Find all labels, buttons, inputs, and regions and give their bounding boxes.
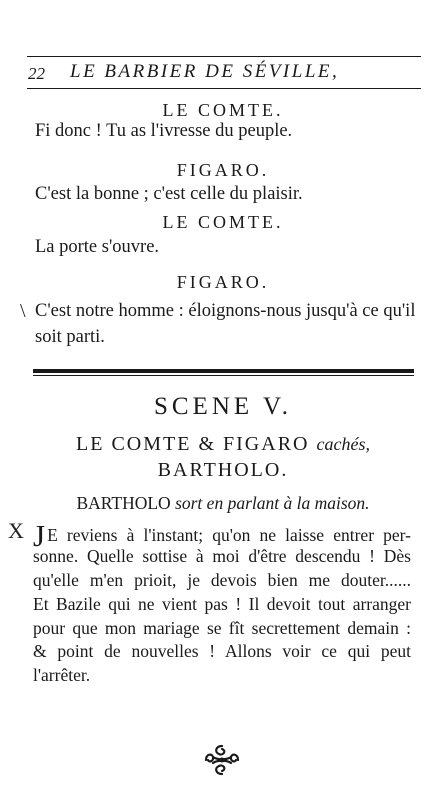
section-double-rule <box>33 369 414 376</box>
speech-line-text: E reviens à l'instant; qu'on ne laisse entrer per- <box>47 525 411 545</box>
speaker-le-comte-2: LE COMTE. <box>162 212 284 232</box>
persons-line-2: BARTHOLO. <box>157 459 289 481</box>
running-head <box>28 61 418 89</box>
stage-direction <box>0 493 446 514</box>
speech-line: & point de nouvelles ! Allons voir ce qui peut <box>33 641 411 661</box>
header-rule <box>27 88 421 89</box>
dialogue-line: La porte s'ouvre. <box>35 237 160 257</box>
speech-line: Et Bazile qui ne vient pas ! Il devoit tout arranger <box>33 594 411 614</box>
margin-mark: X <box>8 518 24 543</box>
header-top-rule <box>27 56 421 57</box>
page-number: 22 <box>28 64 45 83</box>
stage-speaker: BARTHOLO <box>76 493 171 513</box>
speech-line: sonne. Quelle sottise à moi d'être descendu ! Dès <box>33 546 411 566</box>
dialogue-line: Fi donc ! Tu as l'ivresse du peuple. <box>35 121 293 141</box>
scene-title: SCENE V. <box>153 393 293 420</box>
speaker-figaro-2: FIGARO. <box>176 272 270 292</box>
speech-line: qu'elle m'en prioit, je devois bien me douter...... <box>33 570 411 590</box>
running-title: LE BARBIER DE SÉVILLE, <box>70 61 340 82</box>
dialogue-line: soit parti. <box>35 327 105 347</box>
drop-cap: J <box>33 518 46 553</box>
dialogue-line: C'est notre homme : éloignons-nous jusqu'à ce qu'il <box>35 301 416 321</box>
speaker-le-comte-1: LE COMTE. <box>162 100 284 120</box>
speaker-figaro-1: FIGARO. <box>176 160 270 180</box>
persons-names: LE COMTE & FIGARO <box>76 433 310 455</box>
speech-line: pour que mon mariage se fît secrettement demain : <box>33 618 411 638</box>
margin-mark: \ <box>20 300 26 322</box>
fleuron-ornament-icon <box>200 742 244 778</box>
stage-direction-text: sort en parlant à la maison. <box>175 493 370 513</box>
persons-line-1 <box>0 433 446 456</box>
persons-hidden: cachés, <box>316 434 370 454</box>
speech-line: l'arrêter. <box>33 665 91 685</box>
dialogue-line: C'est la bonne ; c'est celle du plaisir. <box>35 184 303 204</box>
